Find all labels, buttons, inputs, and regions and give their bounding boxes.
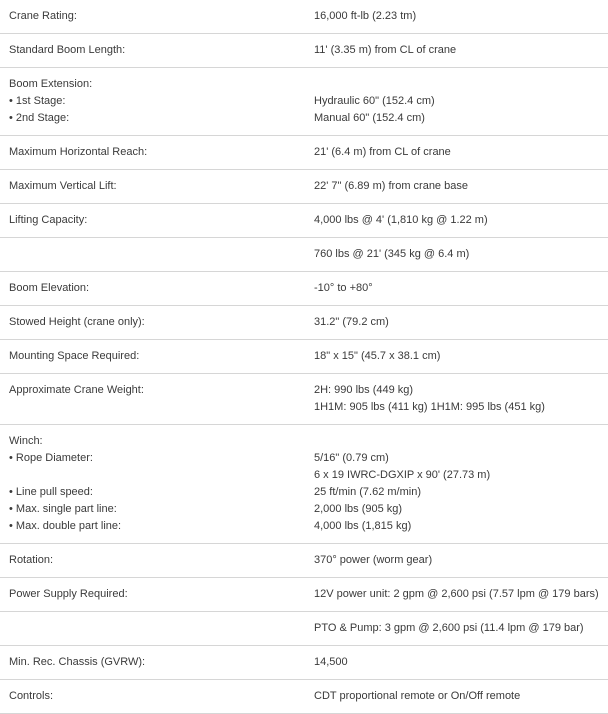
spec-value: 14,500 [314, 656, 348, 668]
spec-label-cell [0, 612, 306, 646]
spec-row [0, 646, 608, 680]
spec-value: -10° to +80° [314, 282, 373, 294]
spec-value-cell [306, 238, 608, 272]
spec-value-cell [306, 680, 608, 714]
spec-value-cell [306, 272, 608, 306]
spec-row [0, 272, 608, 306]
spec-label-cell [0, 544, 306, 578]
spec-row [0, 340, 608, 374]
spec-label-cell [0, 680, 306, 714]
spec-label-cell [0, 238, 306, 272]
spec-value [314, 433, 608, 450]
spec-value-cell [306, 204, 608, 238]
spec-value-cell [306, 578, 608, 612]
spec-label-cell [0, 425, 306, 544]
spec-value: PTO & Pump: 3 gpm @ 2,600 psi (11.4 lpm @ 179 bar) [314, 622, 584, 634]
spec-value: CDT proportional remote or On/Off remote [314, 690, 521, 702]
spec-row [0, 425, 608, 544]
spec-label: Crane Rating: [9, 10, 77, 22]
spec-value: 1H1M: 905 lbs (411 kg) 1H1M: 995 lbs (451 kg) [314, 401, 545, 413]
spec-label-cell [0, 340, 306, 374]
spec-value: 2,000 lbs (905 kg) [314, 503, 403, 515]
spec-row [0, 170, 608, 204]
spec-label: Boom Extension: [9, 78, 93, 90]
spec-value: 25 ft/min (7.62 m/min) [314, 486, 421, 498]
spec-label-cell [0, 306, 306, 340]
spec-value: 11' (3.35 m) from CL of crane [314, 44, 457, 56]
spec-value: 16,000 ft-lb (2.23 tm) [314, 10, 417, 22]
spec-label: • Max. single part line: [9, 503, 117, 515]
spec-label-cell [0, 204, 306, 238]
spec-value-cell [306, 340, 608, 374]
spec-label [9, 467, 306, 484]
spec-label: • Rope Diameter: [9, 452, 93, 464]
spec-row [0, 238, 608, 272]
spec-row [0, 306, 608, 340]
spec-value-cell [306, 646, 608, 680]
spec-label: Maximum Vertical Lift: [9, 180, 117, 192]
spec-label: Winch: [9, 435, 43, 447]
spec-label-cell [0, 578, 306, 612]
spec-label: Mounting Space Required: [9, 350, 140, 362]
spec-value: 18" x 15" (45.7 x 38.1 cm) [314, 350, 441, 362]
spec-label-cell [0, 34, 306, 68]
spec-value: 760 lbs @ 21' (345 kg @ 6.4 m) [314, 248, 470, 260]
spec-row [0, 374, 608, 425]
spec-value-cell [306, 425, 608, 544]
spec-label: Stowed Height (crane only): [9, 316, 145, 328]
spec-label: Controls: [9, 690, 54, 702]
spec-value: 5/16" (0.79 cm) [314, 452, 389, 464]
spec-value: 31.2" (79.2 cm) [314, 316, 389, 328]
spec-row [0, 680, 608, 714]
spec-value: 6 x 19 IWRC-DGXIP x 90' (27.73 m) [314, 469, 491, 481]
spec-label: Min. Rec. Chassis (GVRW): [9, 656, 146, 668]
spec-value-cell [306, 544, 608, 578]
spec-value: 2H: 990 lbs (449 kg) [314, 384, 414, 396]
spec-label: Rotation: [9, 554, 54, 566]
spec-label: Power Supply Required: [9, 588, 128, 600]
spec-row [0, 204, 608, 238]
spec-label-cell [0, 646, 306, 680]
spec-row [0, 68, 608, 136]
spec-row [0, 0, 608, 34]
spec-value-cell [306, 170, 608, 204]
spec-row [0, 544, 608, 578]
spec-value: 21' (6.4 m) from CL of crane [314, 146, 451, 158]
spec-label: Maximum Horizontal Reach: [9, 146, 148, 158]
spec-label-cell [0, 374, 306, 425]
spec-value [314, 76, 608, 93]
spec-value: Hydraulic 60" (152.4 cm) [314, 95, 435, 107]
spec-value: Manual 60" (152.4 cm) [314, 112, 425, 124]
spec-label: Standard Boom Length: [9, 44, 126, 56]
spec-label: Boom Elevation: [9, 282, 90, 294]
spec-label-cell [0, 0, 306, 34]
spec-label [9, 246, 306, 263]
spec-row [0, 136, 608, 170]
spec-label: Approximate Crane Weight: [9, 384, 144, 396]
spec-value: 4,000 lbs (1,815 kg) [314, 520, 412, 532]
spec-value-cell [306, 136, 608, 170]
spec-label: • Max. double part line: [9, 520, 122, 532]
spec-label-cell [0, 272, 306, 306]
spec-label: Lifting Capacity: [9, 214, 88, 226]
spec-value: 4,000 lbs @ 4' (1,810 kg @ 1.22 m) [314, 214, 488, 226]
spec-value-cell [306, 306, 608, 340]
spec-value: 22' 7" (6.89 m) from crane base [314, 180, 468, 192]
spec-row [0, 578, 608, 612]
spec-value-cell [306, 68, 608, 136]
spec-label-cell [0, 136, 306, 170]
spec-value-cell [306, 612, 608, 646]
spec-value-cell [306, 0, 608, 34]
spec-value: 12V power unit: 2 gpm @ 2,600 psi (7.57 lpm @ 179 bars) [314, 588, 599, 600]
spec-value-cell [306, 34, 608, 68]
spec-label-cell [0, 170, 306, 204]
spec-row [0, 34, 608, 68]
spec-label: • Line pull speed: [9, 486, 93, 498]
spec-row [0, 612, 608, 646]
spec-label-cell [0, 68, 306, 136]
spec-value-cell [306, 374, 608, 425]
spec-label: • 2nd Stage: [9, 112, 70, 124]
spec-label [9, 620, 306, 637]
spec-value: 370° power (worm gear) [314, 554, 433, 566]
spec-label: • 1st Stage: [9, 95, 66, 107]
